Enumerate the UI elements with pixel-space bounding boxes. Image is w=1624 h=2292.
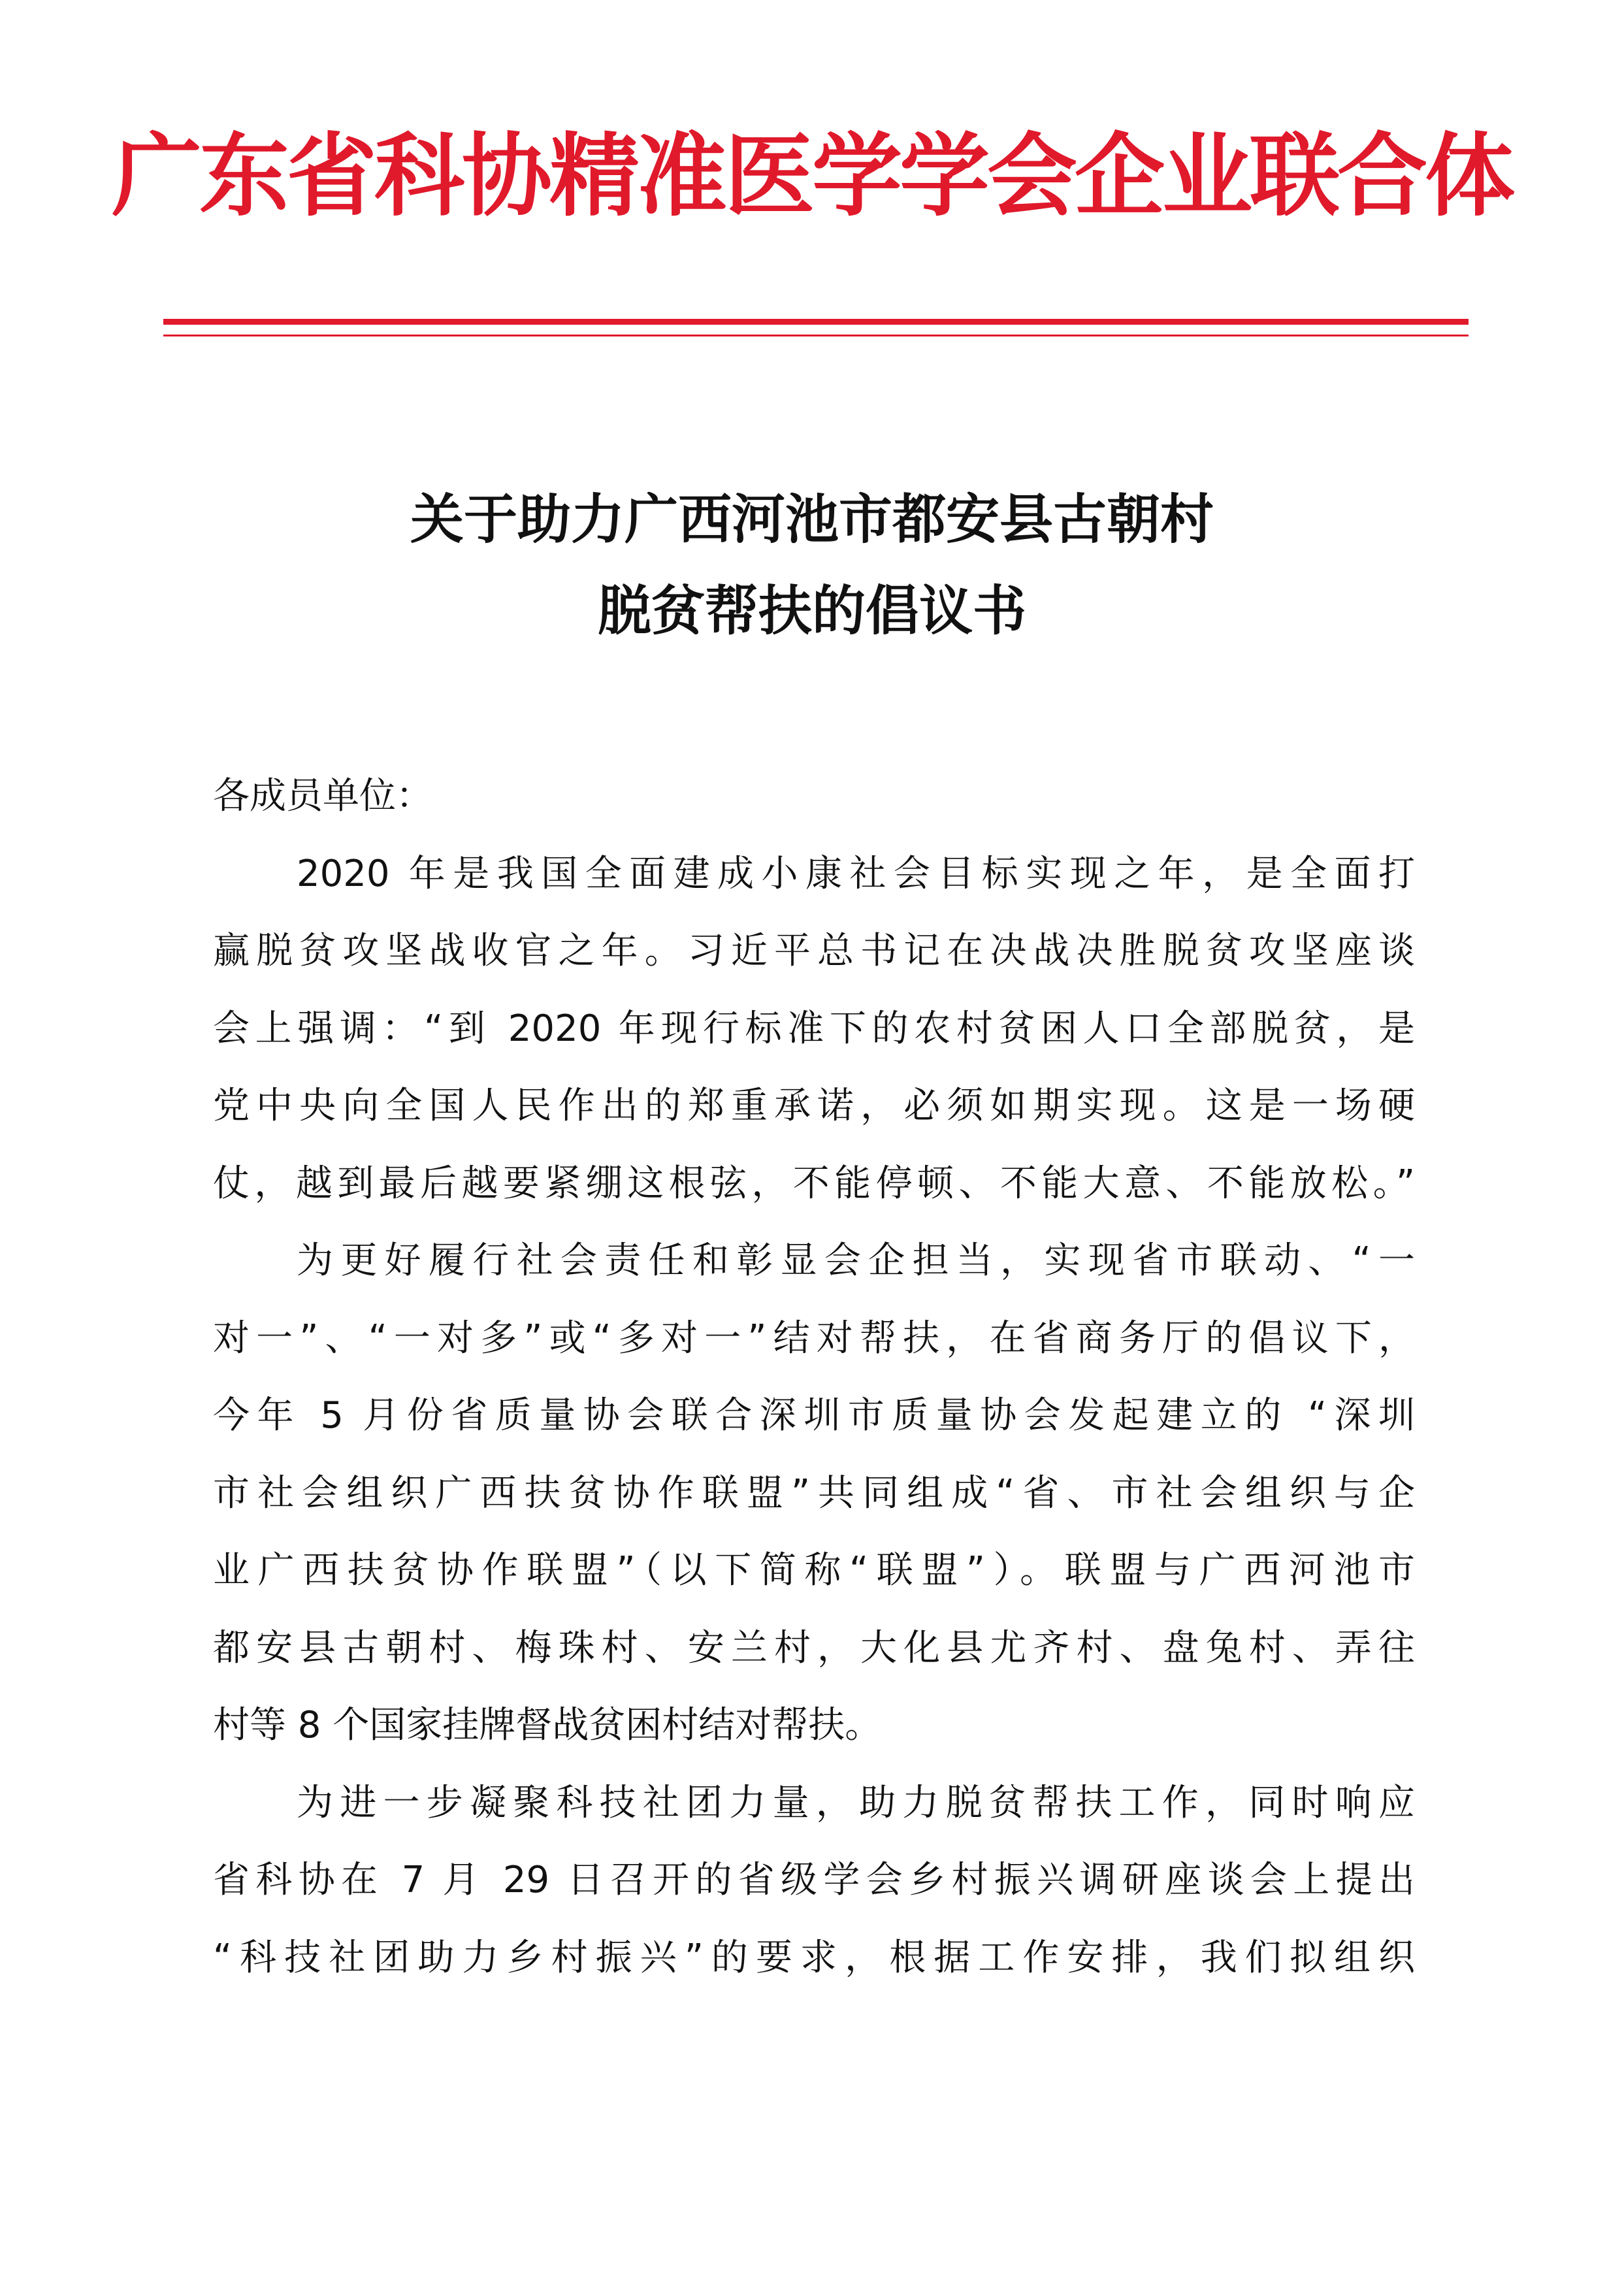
- paragraph-1-line-2: 赢脱贫攻坚战收官之年。习近平总书记在决战决胜脱贫攻坚座谈: [213, 930, 1415, 972]
- paragraph-2-line-1: 为更好履行社会责任和彰显会企担当，实现省市联动、“一: [297, 1239, 1415, 1282]
- paragraph-1-line-1: 2020 年是我国全面建成小康社会目标实现之年，是全面打: [297, 852, 1415, 895]
- paragraph-1-line-4: 党中央向全国人民作出的郑重承诺，必须如期实现。这是一场硬: [213, 1085, 1415, 1127]
- paragraph-2-line-4: 市社会组织广西扶贫协作联盟”共同组成“省、市社会组织与企: [213, 1471, 1415, 1514]
- paragraph-2-line-3: 今年 5 月份省质量协会联合深圳市质量协会发起建立的 “深圳: [213, 1394, 1415, 1437]
- paragraph-2-line-6: 都安县古朝村、梅珠村、安兰村，大化县尤齐村、盘兔村、弄往: [213, 1626, 1415, 1669]
- paragraph-2-line-5: 业广西扶贫协作联盟”（以下简称“联盟”）。联盟与广西河池市: [213, 1549, 1415, 1592]
- paragraph-2-line-7: 村等 8 个国家挂牌督战贫困村结对帮扶。: [213, 1704, 882, 1746]
- letterhead-rule-thick: [163, 319, 1469, 325]
- paragraph-1-line-5: 仗，越到最后越要紧绷这根弦，不能停顿、不能大意、不能放松。”: [213, 1162, 1415, 1205]
- paragraph-2-line-2: 对一”、“一对多”或“多对一”结对帮扶，在省商务厅的倡议下，: [213, 1317, 1415, 1360]
- document-body: [213, 758, 1415, 1997]
- paragraph-3-line-2: 省科协在 7 月 29 日召开的省级学会乡村振兴调研座谈会上提出: [213, 1859, 1415, 1901]
- salutation: 各成员单位：: [213, 775, 432, 817]
- paragraph-3-line-3: “科技社团助力乡村振兴”的要求，根据工作安排，我们拟组织: [213, 1936, 1415, 1979]
- paragraph-1-line-3: 会上强调：“到 2020 年现行标准下的农村贫困人口全部脱贫，是: [213, 1007, 1415, 1050]
- paragraph-3-line-1: 为进一步凝聚科技社团力量，助力脱贫帮扶工作，同时响应: [297, 1781, 1415, 1824]
- letterhead-rule-thin: [163, 335, 1469, 336]
- document-title-line-2: 脱贫帮扶的倡议书: [597, 580, 1026, 642]
- letterhead-organization-name: 广东省科协精准医学学会企业联合体: [111, 123, 1512, 229]
- document-title-line-1: 关于助力广西河池市都安县古朝村: [410, 488, 1214, 551]
